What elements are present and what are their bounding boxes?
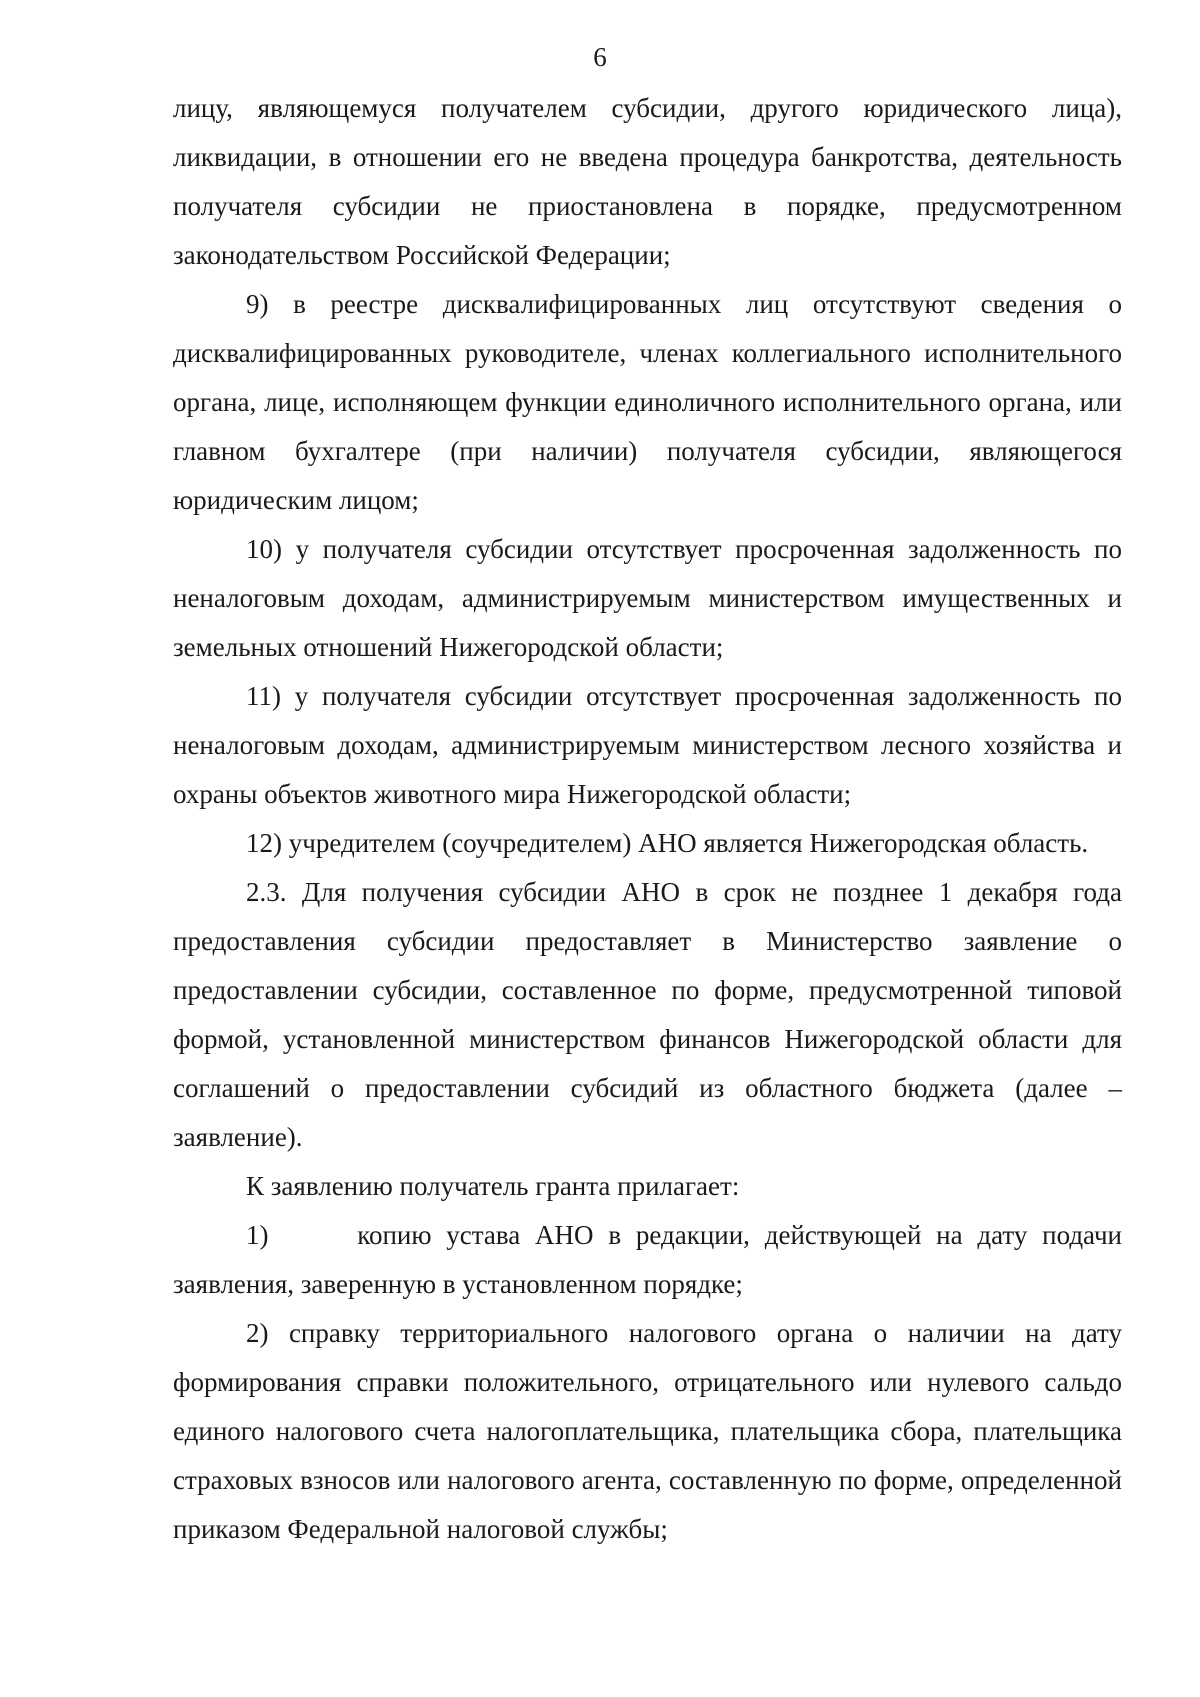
paragraph-item-9: 9) в реестре дисквалифицированных лиц отсутствуют сведения о дисквалифицированных руководителе, членах коллегиального исполнительного органа, лице, исполняющем функции единоличного исполнительного органа, или главном бухгалтере (при наличии) получателя субсидии, являющегося юридическим лицом; bbox=[173, 289, 1122, 515]
document-body bbox=[173, 84, 1129, 1554]
page-number: 6 bbox=[593, 42, 607, 72]
paragraph-attachment-1: 1) копию устава АНО в редакции, действующей на дату подачи заявления, заверенную в установленном порядке; bbox=[173, 1220, 1129, 1299]
paragraph-item-11: 11) у получателя субсидии отсутствует просроченная задолженность по неналоговым доходам, администрируемым министерством лесного хозяйства и охраны объектов животного мира Нижегородской области; bbox=[173, 681, 1122, 809]
paragraph-item-10: 10) у получателя субсидии отсутствует просроченная задолженность по неналоговым доходам, администрируемым министерством имущественных и земельных отношений Нижегородской области; bbox=[173, 534, 1122, 662]
paragraph-attachment-2: 2) справку территориального налогового органа о наличии на дату формирования справки положительного, отрицательного или нулевого сальдо единого налогового счета налогоплательщика, плательщика сбора, плательщика страховых взносов или налогового агента, составленную по форме, определенной приказом Федеральной налоговой службы; bbox=[173, 1318, 1122, 1544]
paragraph-attachments-intro: К заявлению получатель гранта прилагает: bbox=[246, 1171, 740, 1201]
paragraph-item-12: 12) учредителем (соучредителем) АНО является Нижегородская область. bbox=[246, 828, 1089, 858]
paragraph-section-2-3: 2.3. Для получения субсидии АНО в срок не позднее 1 декабря года предоставления субсидии предоставляет в Министерство заявление о предоставлении субсидии, составленное по форме, предусмотренной типовой формой, установленной министерством финансов Нижегородской области для соглашений о предоставлении субсидий из областного бюджета (далее – заявление). bbox=[173, 877, 1122, 1152]
paragraph-continuation: лицу, являющемуся получателем субсидии, другого юридического лица), ликвидации, в отношении его не введена процедура банкротства, деятельность получателя субсидии не приостановлена в порядке, предусмотренном законодательством Российской Федерации; bbox=[173, 93, 1122, 270]
